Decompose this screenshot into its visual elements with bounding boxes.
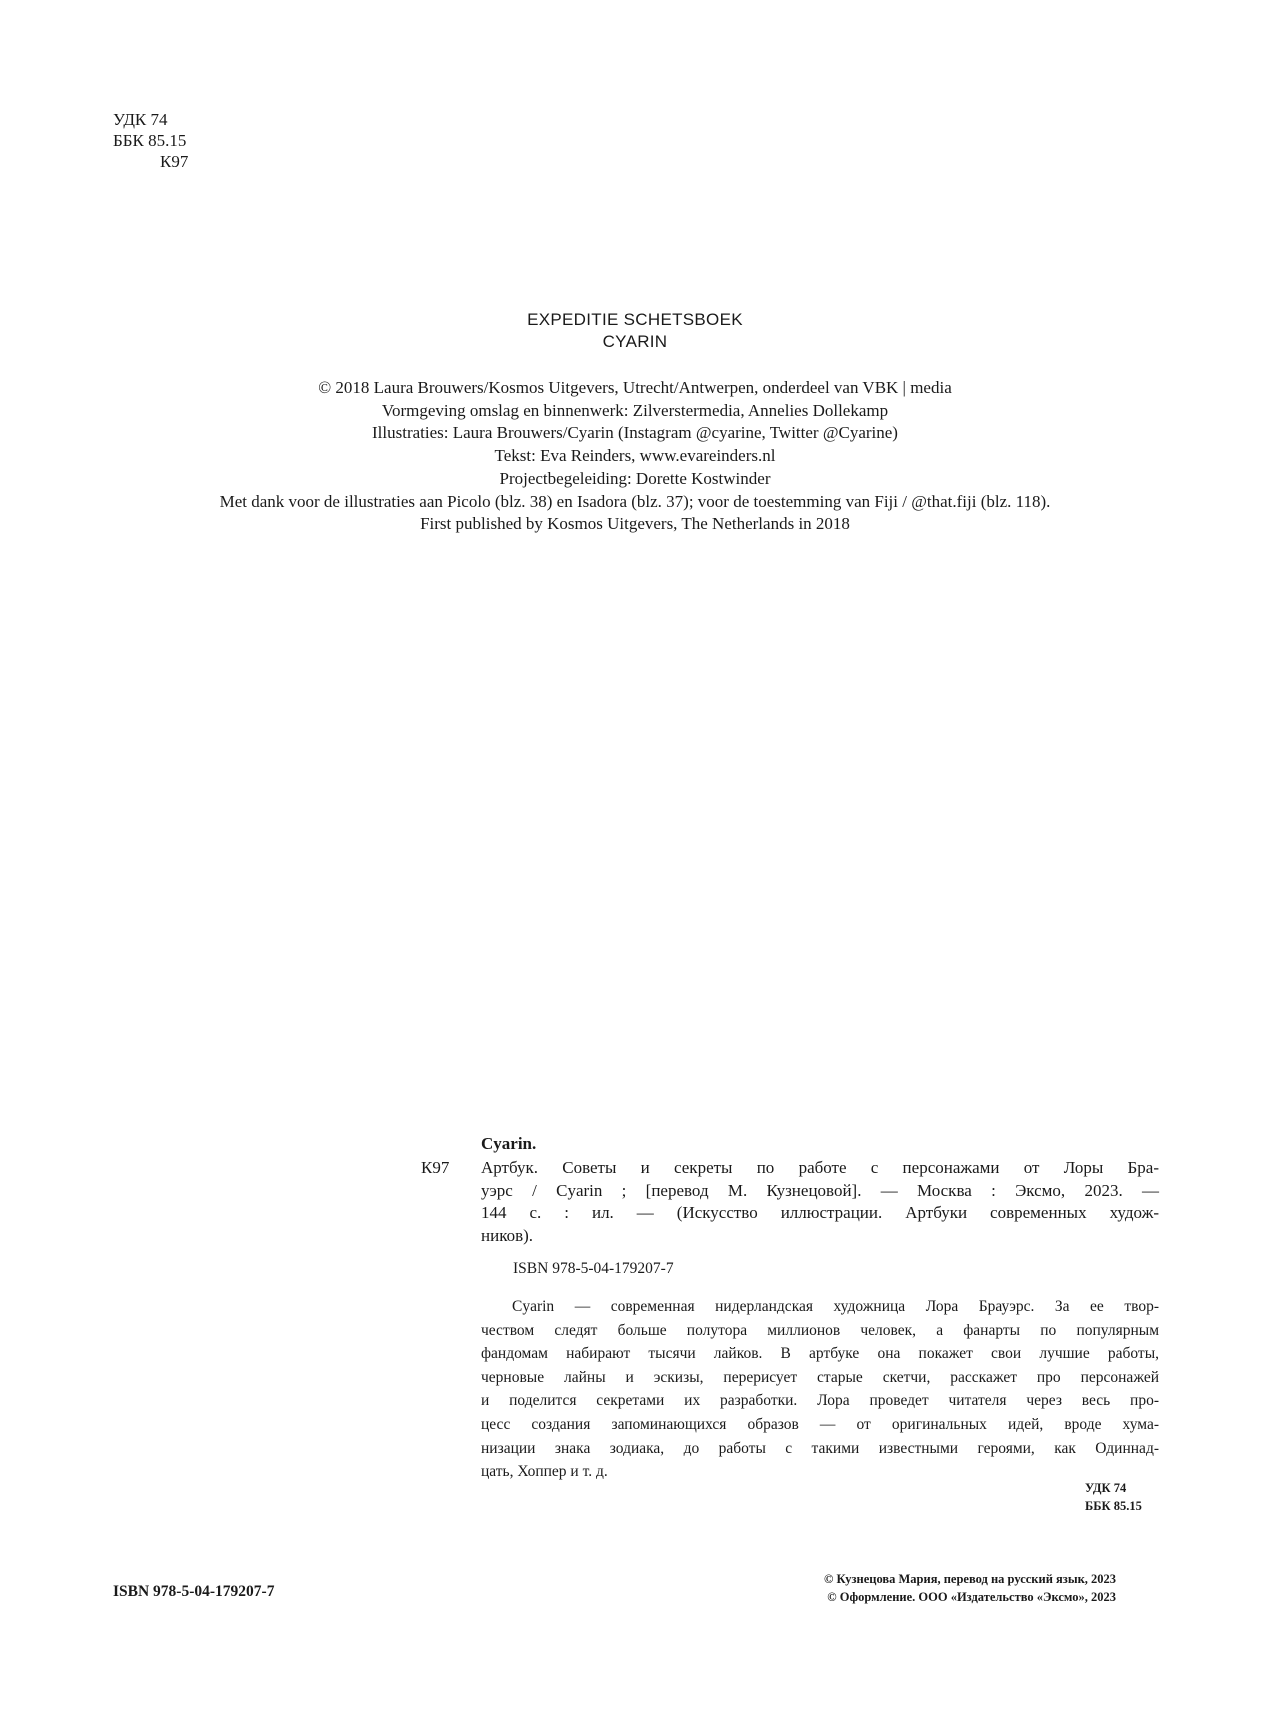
- card-udk-code: УДК 74: [1085, 1481, 1127, 1495]
- original-credits: [0, 377, 1270, 536]
- card-isbn: ISBN 978-5-04-179207-7: [513, 1260, 674, 1277]
- udk-code: УДК 74: [113, 110, 168, 129]
- credit-line: Illustraties: Laura Brouwers/Cyarin (Instagram @cyarine, Twitter @Cyarine): [372, 423, 898, 443]
- credit-line: © 2018 Laura Brouwers/Kosmos Uitgevers, Utrecht/Antwerpen, onderdeel van VBK | media: [318, 378, 952, 397]
- copyright-line: © Кузнецова Мария, перевод на русский язык, 2023: [824, 1572, 1117, 1586]
- author-mark: К97: [160, 152, 189, 171]
- original-edition-heading: [0, 309, 1270, 353]
- description-line: Артбук. Советы и секреты по работе с персонажами от Лоры Бра-: [481, 1158, 1159, 1177]
- copyright-line: © Оформление. ООО «Издательство «Эксмо», 2023: [827, 1590, 1117, 1604]
- annotation-line: и поделится секретами их разработки. Лора проведет читателя через весь про-: [481, 1392, 1159, 1410]
- bbk-code: ББК 85.15: [113, 131, 187, 150]
- annotation: [481, 1295, 1159, 1484]
- card-description: [481, 1157, 1159, 1247]
- annotation-line: низации знака зодиака, до работы с такими известными героями, как Одиннад-: [481, 1439, 1159, 1457]
- description-line: ников).: [481, 1225, 534, 1245]
- description-line: 144 с. : ил. — (Искусство иллюстрации. Артбуки современных худож-: [481, 1203, 1159, 1223]
- credit-line: Tekst: Eva Reinders, www.evareinders.nl: [494, 446, 776, 466]
- annotation-line: Cyarin — современная нидерландская художница Лора Брауэрс. За ее твор-: [512, 1298, 1159, 1315]
- description-line: уэрс / Cyarin ; [перевод М. Кузнецовой]. — Москва : Эксмо, 2023. —: [481, 1180, 1159, 1200]
- footer-copyright: [824, 1570, 1116, 1606]
- annotation-line: чеством следят больше полутора миллионов человек, а фанарты по популярным: [481, 1321, 1159, 1339]
- annotation-line: цесс создания запоминающихся образов — от оригинальных идей, вроде хума-: [481, 1415, 1159, 1433]
- annotation-line: черновые лайны и эскизы, перерисует старые скетчи, расскажет про персонажей: [481, 1368, 1159, 1386]
- card-bbk-code: ББК 85.15: [1085, 1499, 1142, 1513]
- credit-line: First published by Kosmos Uitgevers, The Netherlands in 2018: [420, 514, 850, 534]
- card-code: К97: [421, 1158, 450, 1177]
- original-title: EXPEDITIE SCHETSBOEK: [527, 310, 743, 329]
- annotation-line: цать, Хоппер и т. д.: [481, 1463, 608, 1481]
- credit-line: Met dank voor de illustraties aan Picolo (blz. 38) en Isadora (blz. 37); voor de toestemming van Fiji / @that.fiji (blz. 118).: [219, 491, 1051, 511]
- credit-line: Projectbegeleiding: Dorette Kostwinder: [499, 468, 771, 488]
- footer-isbn: ISBN 978-5-04-179207-7: [113, 1583, 275, 1600]
- original-author: CYARIN: [602, 332, 668, 351]
- card-author: Cyarin.: [481, 1134, 537, 1153]
- credit-line: Vormgeving omslag en binnenwerk: Zilverstermedia, Annelies Dollekamp: [381, 400, 889, 420]
- classification-block: [113, 109, 188, 172]
- card-classification: [1085, 1479, 1142, 1515]
- annotation-line: фандомам набирают тысячи лайков. В артбуке она покажет свои лучшие работы,: [481, 1345, 1159, 1363]
